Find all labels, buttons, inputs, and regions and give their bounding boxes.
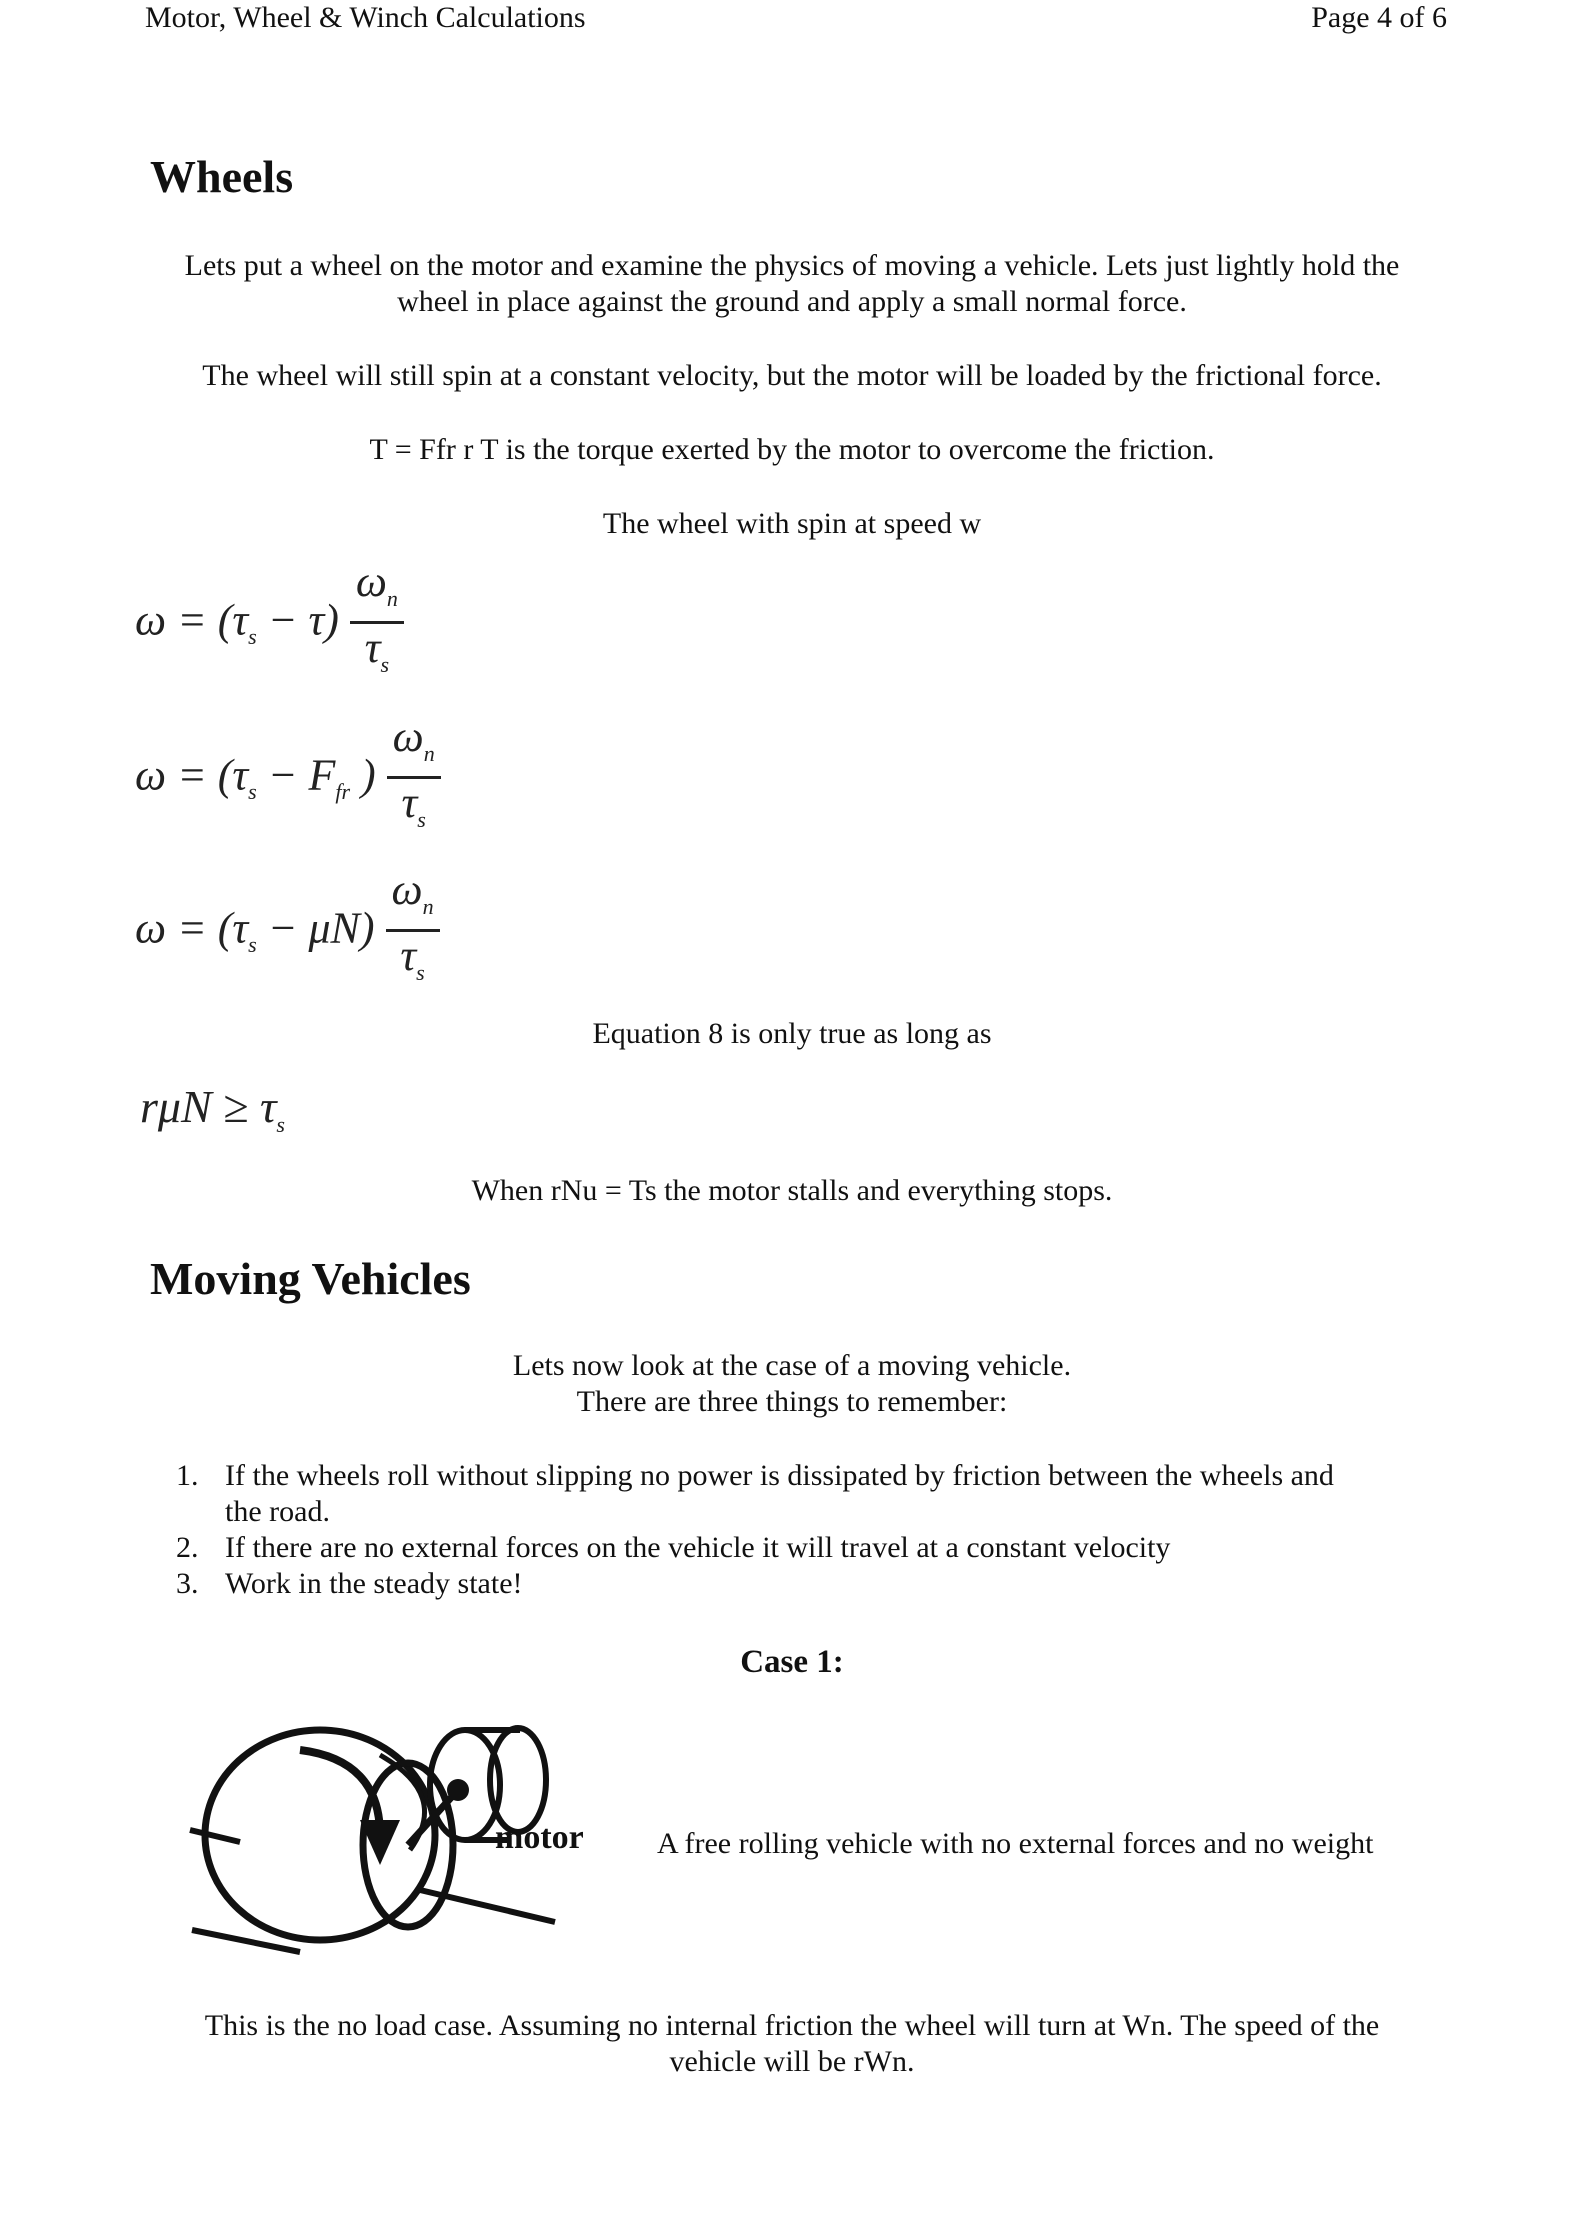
- list-item-number: 2.: [176, 1531, 199, 1564]
- case-heading: Case 1:: [740, 1644, 844, 1680]
- page-number: Page 4 of 6: [1311, 1, 1447, 34]
- conclusion-line2: vehicle will be rWn.: [669, 2045, 915, 2078]
- equation-omega-friction: $\omega = (\tau_s - F_{fr}$ ) $\frac{\omega_n}{\tau_s}$: [135, 715, 441, 844]
- moving-intro-line2: There are three things to remember:: [576, 1385, 1008, 1418]
- list-item-text: If the wheels roll without slipping no power is dissipated by friction between the wheels and: [225, 1459, 1334, 1492]
- wheels-paragraph-friction: The wheel will still spin at a constant velocity, but the motor will be loaded by the frictional force.: [202, 359, 1382, 392]
- ground-line-left: [190, 1830, 240, 1842]
- moving-intro-line1: Lets now look at the case of a moving vehicle.: [512, 1349, 1072, 1382]
- document-title: Motor, Wheel & Winch Calculations: [145, 1, 586, 34]
- list-item: [176, 1566, 1436, 1602]
- wheels-intro-line1: Lets put a wheel on the motor and examine the physics of moving a vehicle. Lets just lightly hold the: [184, 249, 1400, 282]
- list-item-number: 3.: [176, 1567, 199, 1600]
- equation-stall-condition: $r\mu N \ge \tau_s$: [140, 1081, 285, 1138]
- list-item-text: If there are no external forces on the vehicle it will travel at a constant velocity: [225, 1531, 1171, 1564]
- wheel-motor-diagram: [180, 1700, 640, 1970]
- list-item-text-continued: the road.: [225, 1495, 330, 1528]
- wheels-intro-line2: wheel in place against the ground and apply a small normal force.: [397, 285, 1187, 318]
- list-item-number: 1.: [176, 1459, 199, 1492]
- equation-8-note: Equation 8 is only true as long as: [592, 1017, 992, 1050]
- rules-list: [176, 1458, 1436, 1602]
- figure-caption: A free rolling vehicle with no external forces and no weight: [657, 1827, 1374, 1860]
- wheels-paragraph-torque: T = Ffr r T is the torque exerted by the motor to overcome the friction.: [369, 433, 1215, 466]
- list-item: [176, 1458, 1436, 1530]
- stall-note: When rNu = Ts the motor stalls and everything stops.: [471, 1174, 1113, 1207]
- motor-label: motor: [495, 1819, 584, 1856]
- list-item-text: Work in the steady state!: [225, 1567, 523, 1600]
- list-item: [176, 1530, 1436, 1566]
- equation-omega-tau: $\omega = (\tau_s - \tau)$ $\frac{\omega_n}{\tau_s}$: [135, 560, 404, 689]
- equation-omega-normal: $\omega = (\tau_s - \mu N)$ $\frac{\omega_n}{\tau_s}$: [135, 868, 440, 997]
- wheels-paragraph-speed: The wheel with spin at speed w: [602, 507, 982, 540]
- conclusion-line1: This is the no load case. Assuming no internal friction the wheel will turn at Wn. The speed of the: [204, 2009, 1380, 2042]
- section-heading-wheels: Wheels: [150, 151, 294, 202]
- section-heading-moving-vehicles: Moving Vehicles: [150, 1253, 471, 1304]
